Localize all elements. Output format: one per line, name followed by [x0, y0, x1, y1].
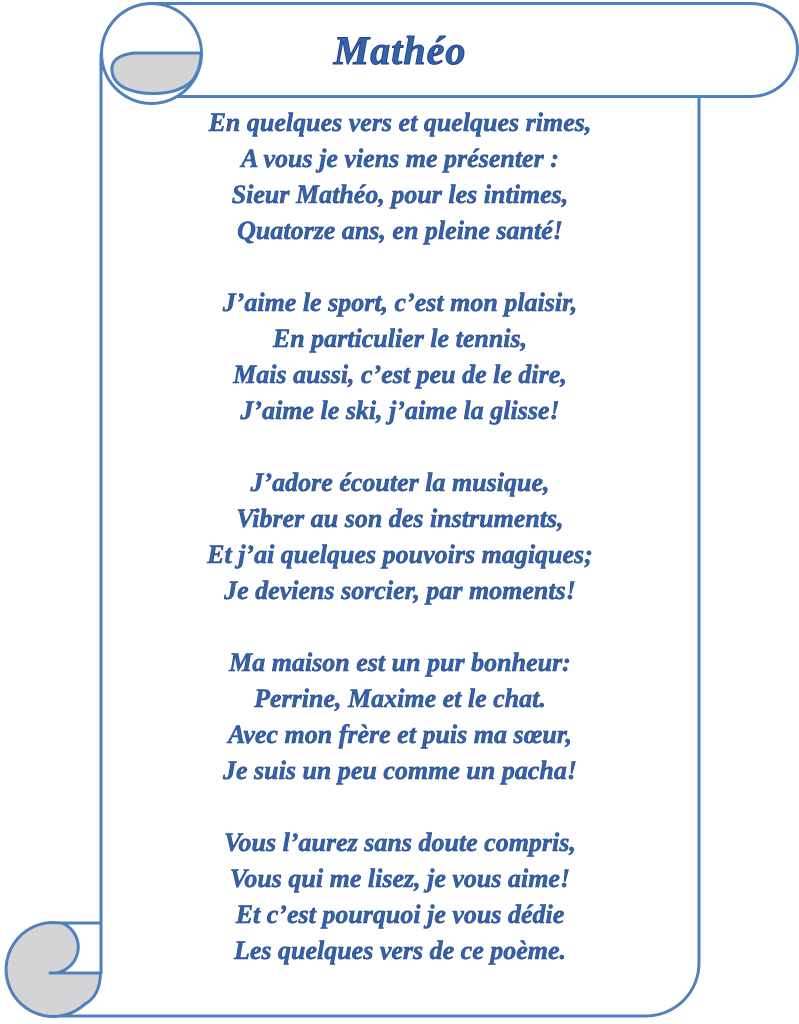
poem-line: Et j’ai quelques pouvoirs magiques; [207, 540, 593, 569]
poem-stanza [101, 645, 699, 789]
poem-line: Et c’est pourquoi je vous dédie [235, 900, 565, 929]
poem-line: Perrine, Maxime et le chat. [254, 684, 546, 713]
poem-line: Vous l’aurez sans doute compris, [224, 828, 576, 857]
poem-line: Ma maison est un pur bonheur: [229, 648, 571, 677]
poem-stanza [101, 825, 699, 969]
poem-stanza [101, 105, 699, 249]
poem-line: Quatorze ans, en pleine santé! [237, 216, 563, 245]
poem [101, 105, 699, 969]
page-title: Mathéo [333, 28, 467, 73]
poem-line: Les quelques vers de ce poème. [233, 936, 567, 965]
poem-line: Je suis un peu comme un pacha! [223, 756, 577, 785]
poem-line: J’aime le sport, c’est mon plaisir, [222, 288, 578, 317]
poem-stanza [101, 465, 699, 609]
poem-line: En quelques vers et quelques rimes, [208, 108, 592, 137]
poem-line: J’adore écouter la musique, [250, 468, 550, 497]
poem-line: Vous qui me lisez, je vous aime! [229, 864, 571, 893]
scroll-bottom-curl [6, 923, 100, 1017]
poem-line: Mais aussi, c’est peu de le dire, [233, 360, 567, 389]
poem-line: En particulier le tennis, [272, 324, 528, 353]
poem-line: Vibrer au son des instruments, [236, 504, 564, 533]
poem-stanza [101, 285, 699, 429]
poem-line: A vous je viens me présenter : [241, 144, 559, 173]
poem-line: J’aime le ski, j’aime la glisse! [240, 396, 560, 425]
poem-line: Avec mon frère et puis ma sœur, [227, 720, 573, 749]
poem-line: Je deviens sorcier, par moments! [224, 576, 576, 605]
poem-line: Sieur Mathéo, pour les intimes, [231, 180, 569, 209]
